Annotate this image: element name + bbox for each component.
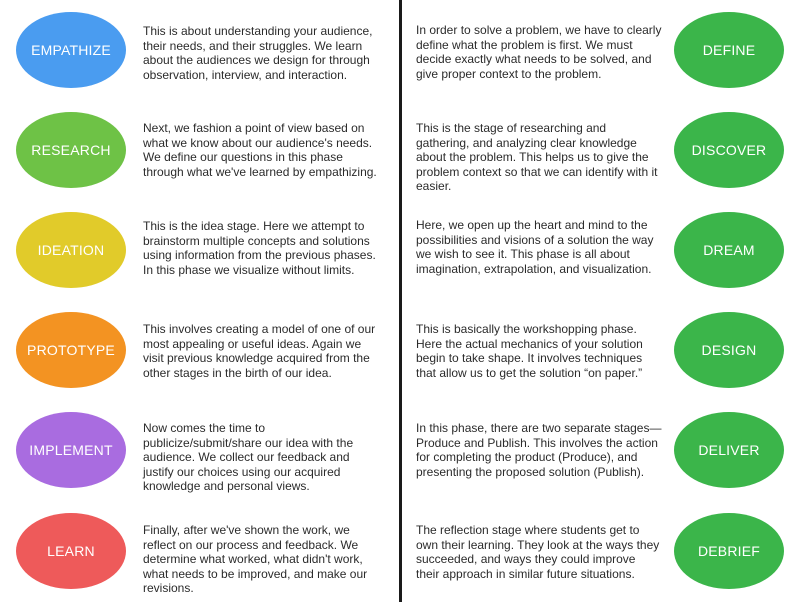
right-column <box>402 0 800 602</box>
stage-label: DISCOVER <box>691 142 767 158</box>
stage-label: EMPATHIZE <box>31 42 111 58</box>
stage-label: LEARN <box>47 543 95 559</box>
stage-description: This is about understanding your audience, their needs, and their struggles. We learn about the audiences we design for through observation, interview, and interaction. <box>143 24 373 82</box>
left-column <box>0 0 399 602</box>
stage-description: Now comes the time to publicize/submit/share our idea with the audience. We collect our feedback and justify our choices using our acquired knowledge and personal views. <box>143 421 354 494</box>
stage-oval-learn <box>16 513 126 589</box>
stage-oval-dream <box>674 212 784 288</box>
stage-label: PROTOTYPE <box>27 342 115 358</box>
stage-description: The reflection stage where students get to own their learning. They look at the ways they succeeded, and ways they could improve their approach in similar future situations. <box>416 523 660 581</box>
stage-label: IMPLEMENT <box>29 442 113 458</box>
stage-oval-discover <box>674 112 784 188</box>
stage-description: In this phase, there are two separate stages—Produce and Publish. This involves the action for completing the product (Produce), and presenting the proposed solution (Publish). <box>416 421 662 479</box>
stage-label: DREAM <box>703 242 755 258</box>
stage-label: DEFINE <box>702 42 756 58</box>
stage-description: This is the stage of researching and gathering, and analyzing clear knowledge about the problem. This helps us to give the problem context so that we can identify with it easier. <box>416 121 658 194</box>
stage-oval-deliver <box>674 412 784 488</box>
stage-oval-research <box>16 112 126 188</box>
stage-description: This involves creating a model of one of our most appealing or useful ideas. Again we visit previous knowledge acquired from the other stages in the birth of our idea. <box>143 322 376 380</box>
stage-description: In order to solve a problem, we have to clearly define what the problem is first. We must decide exactly what needs to be solved, and give proper context to the problem. <box>416 23 662 81</box>
stage-label: DELIVER <box>698 442 760 458</box>
stage-oval-ideation <box>16 212 126 288</box>
stage-oval-debrief <box>674 513 784 589</box>
stage-label: DEBRIEF <box>697 543 761 559</box>
stage-label: IDEATION <box>37 242 105 258</box>
stage-oval-design <box>674 312 784 388</box>
stage-description: Next, we fashion a point of view based on what we know about our audience's needs. We define our questions in this phase through what we've learned by empathizing. <box>143 121 377 179</box>
stage-label: DESIGN <box>701 342 757 358</box>
stage-description: This is the idea stage. Here we attempt to brainstorm multiple concepts and solutions using information from the previous phases. In this phase we visualize without limits. <box>143 219 376 277</box>
stage-description: This is basically the workshopping phase. Here the actual mechanics of your solution begin to take shape. It involves techniques that allow us to get the solution “on paper.” <box>416 322 643 380</box>
stage-oval-prototype <box>16 312 126 388</box>
stage-description: Here, we open up the heart and mind to the possibilities and visions of a solution the way we wish to see it. This phase is all about imagination, extrapolation, and visualization. <box>416 218 654 276</box>
stage-description: Finally, after we've shown the work, we reflect on our process and feedback. We determine what worked, what didn't work, what needs to be improved, and make our revisions. <box>143 523 368 596</box>
stage-oval-implement <box>16 412 126 488</box>
stage-label: RESEARCH <box>31 142 111 158</box>
